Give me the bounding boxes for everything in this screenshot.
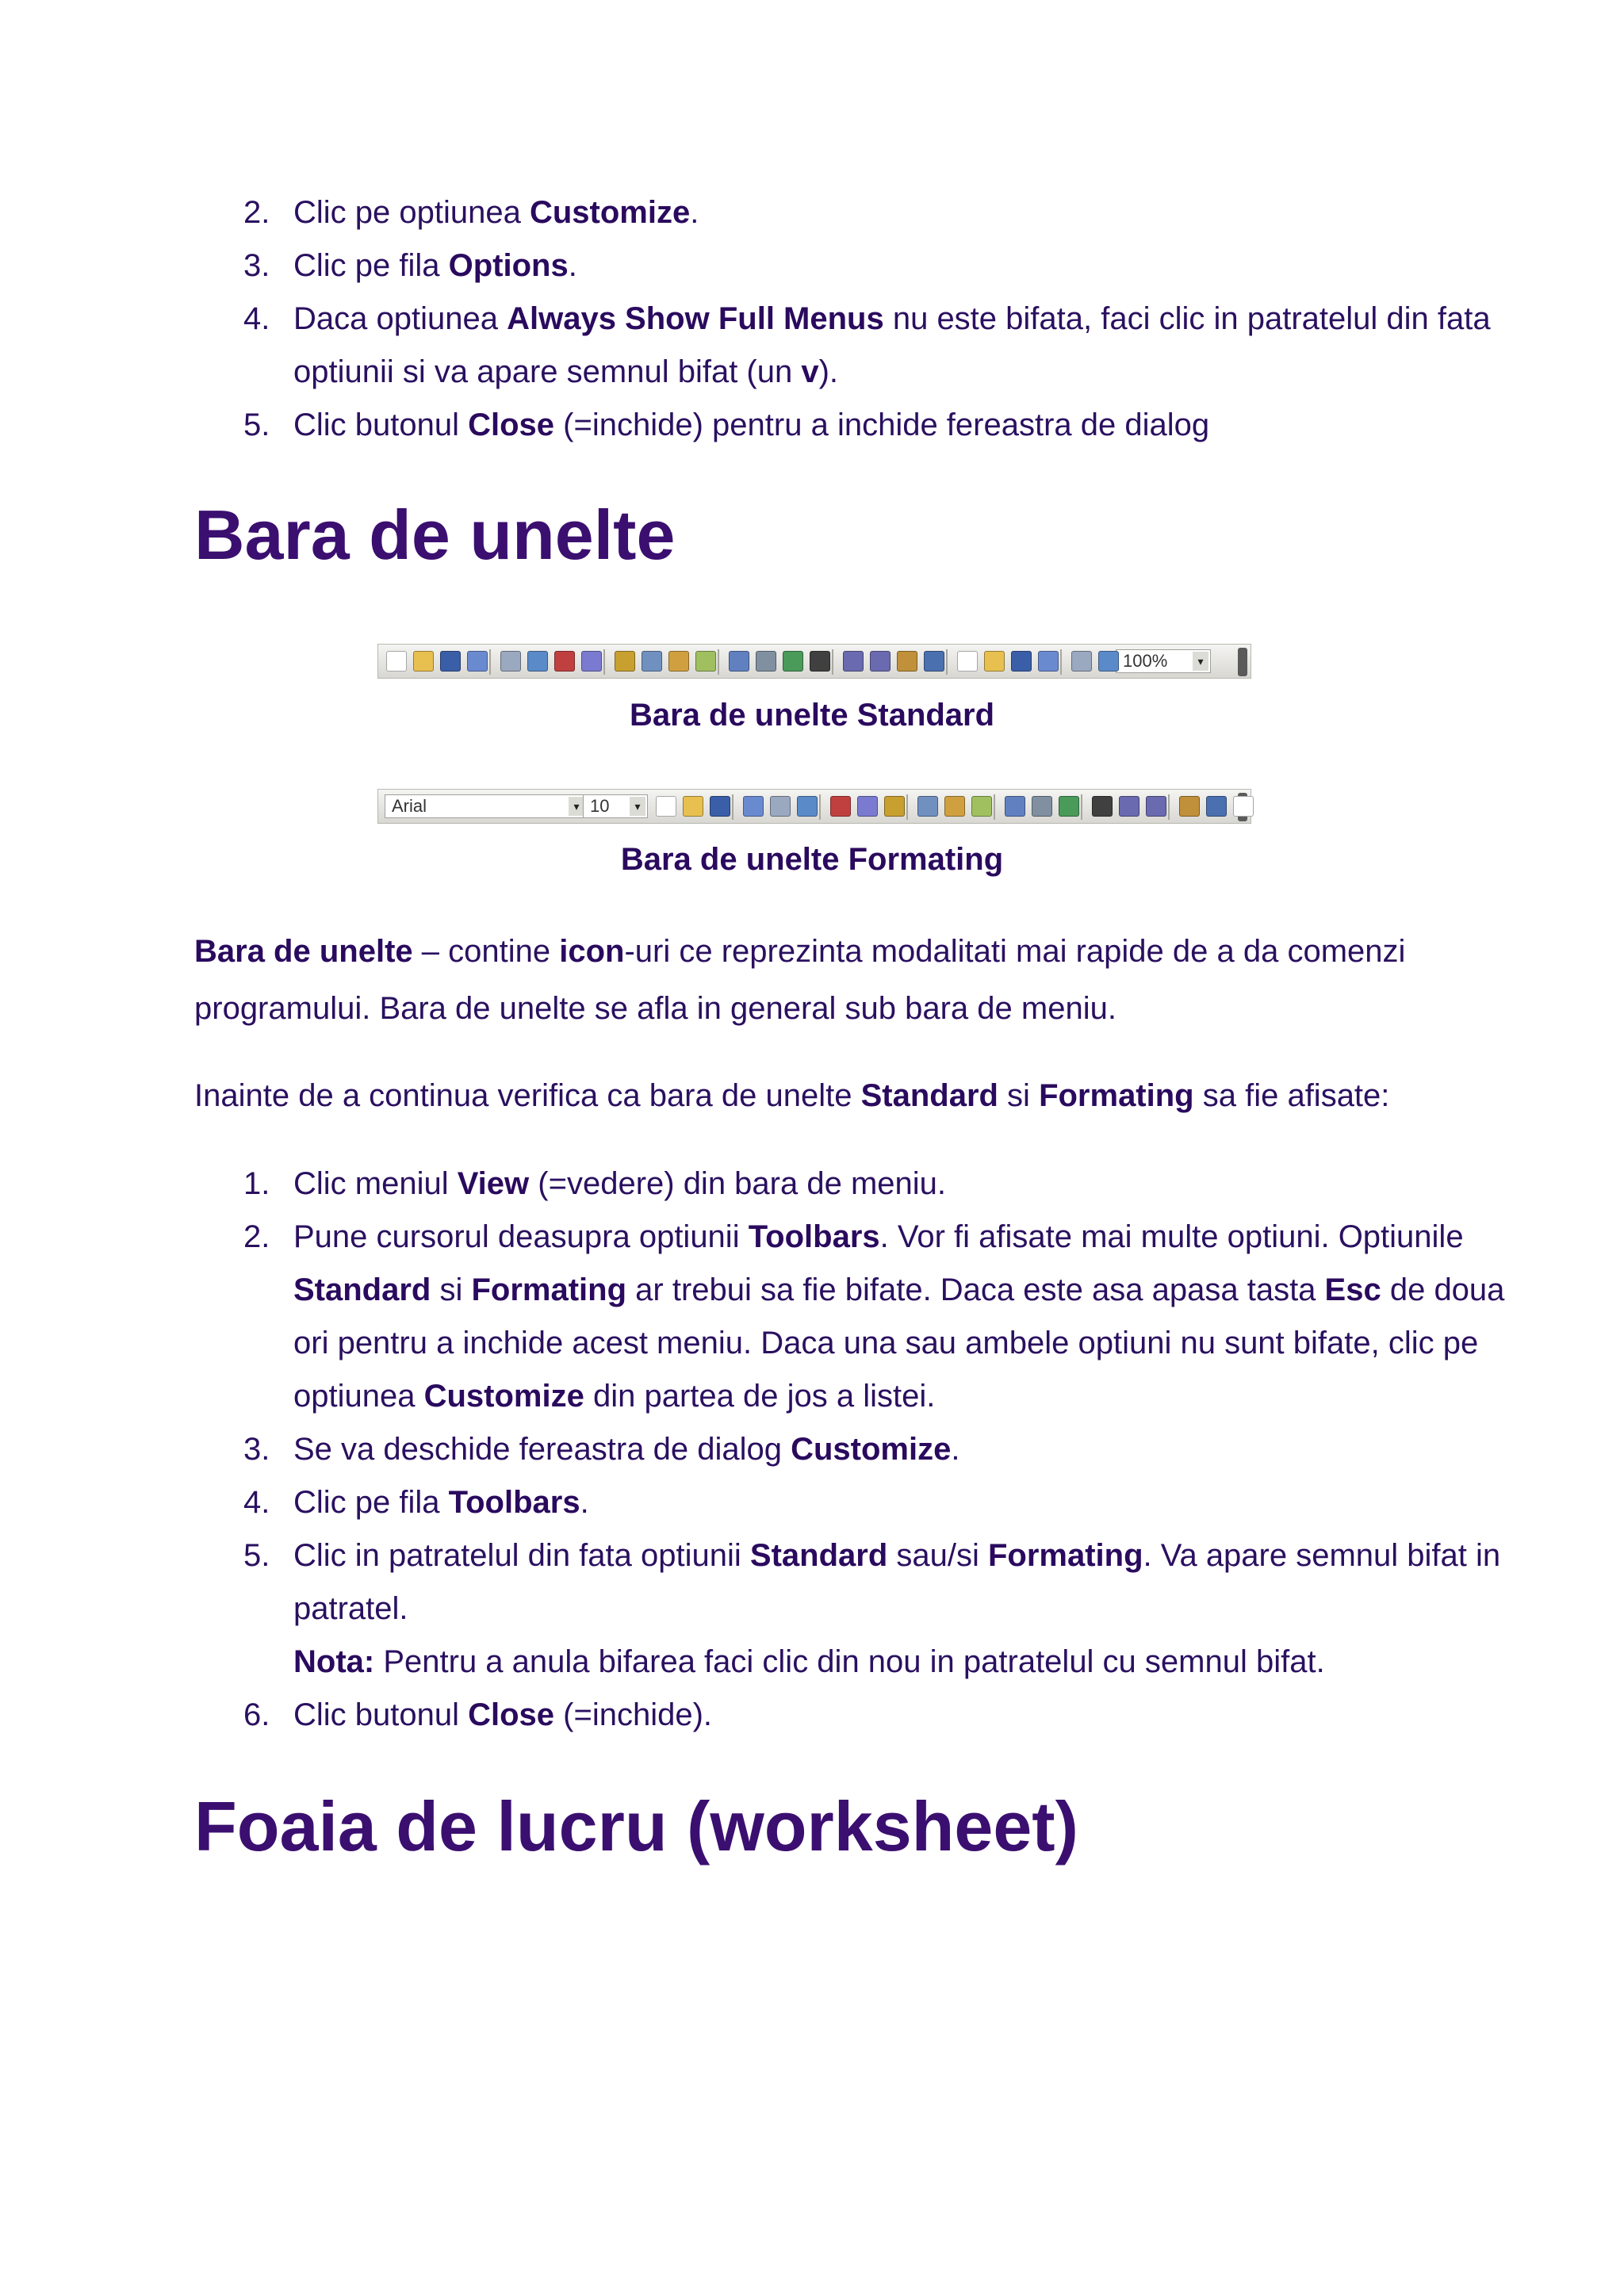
format-button-icon [1206,796,1227,817]
toolbar-button-icon [924,651,944,672]
toolbar-button-icon [1098,651,1119,672]
list-number: 1. [243,1166,270,1201]
text-run: ). [818,354,839,389]
list-number: 3. [243,1432,270,1467]
bold-text: v [801,354,819,389]
toolbar-separator [718,649,719,675]
text-run: si [431,1272,472,1307]
toolbar-separator [732,794,733,820]
list-number: 4. [243,1485,270,1520]
formatting-toolbar-image [377,789,1251,824]
bold-text: Standard [293,1272,431,1307]
list-item-text [293,399,1530,452]
text-run: . [690,195,699,230]
format-button-icon [1005,796,1025,817]
format-button-icon [884,796,905,817]
format-button-icon [797,796,818,817]
toolbar-button-icon [500,651,521,672]
list-item [0,293,1530,399]
format-button-icon [1146,796,1166,817]
bold-text: Nota: [293,1644,375,1679]
note-text [293,1636,1530,1689]
toolbar-separator [832,649,833,675]
caption-standard-toolbar: Bara de unelte Standard [629,698,995,733]
text-run: (=inchide) pentru a inchide fereastra de dialog [554,408,1210,442]
text-run: Clic meniul [293,1166,458,1201]
toolbar-button-icon [729,651,749,672]
toolbar-button-icon [957,651,978,672]
paragraph-verify-toolbars [194,1067,1447,1124]
list-number: 5. [243,1538,270,1573]
bold-text: Standard [860,1078,998,1113]
standard-toolbar-image [377,644,1251,679]
toolbar-button-icon [695,651,716,672]
bold-text: Customize [529,195,691,230]
format-button-icon [683,796,703,817]
toolbar-separator [994,794,995,820]
bold-text: Always Show Full Menus [507,301,884,336]
toolbar-button-icon [783,651,803,672]
text-run: Pune cursorul deasupra optiunii [293,1219,749,1254]
bold-text: Esc [1324,1272,1381,1307]
text-run: si [998,1078,1040,1113]
toolbar-button-icon [413,651,434,672]
steps-list-2 [0,1158,1530,1742]
bold-text: Options [448,248,569,283]
toolbar-button-icon [668,651,689,672]
list-item-text [293,1211,1530,1423]
toolbar-separator [1081,794,1082,820]
toolbar-button-icon [843,651,864,672]
text-run: Clic butonul [293,1697,469,1732]
paragraph-toolbar-description [194,923,1447,1037]
toolbar-button-icon [386,651,407,672]
font-size-combo [583,794,648,818]
format-button-icon [710,796,730,817]
list-number: 4. [243,301,270,336]
bold-text: View [457,1166,530,1201]
text-run: Clic pe fila [293,248,449,283]
toolbar-button-icon [756,651,776,672]
toolbar-button-icon [554,651,575,672]
list-number: 6. [243,1697,270,1732]
bold-text: icon [559,934,625,969]
list-item-text [293,239,1530,293]
text-run: Daca optiunea [293,301,508,336]
text-run: Se va deschide fereastra de dialog [293,1432,791,1467]
toolbar-grip [1238,648,1247,676]
list-item [0,1689,1530,1742]
text-run: . [568,248,577,283]
list-number: 2. [243,195,270,230]
toolbar-button-icon [1038,651,1059,672]
format-button-icon [944,796,965,817]
toolbar-separator [603,649,605,675]
format-button-icon [656,796,676,817]
toolbar-button-icon [642,651,662,672]
format-button-icon [1059,796,1079,817]
bold-text: Formating [987,1538,1143,1573]
bold-text: Bara de unelte [194,934,413,969]
heading-bara-de-unelte: Bara de unelte [194,496,676,574]
text-run: Clic pe fila [293,1485,449,1520]
format-button-icon [917,796,938,817]
toolbar-button-icon [1071,651,1092,672]
bold-text: Formating [1039,1078,1194,1113]
bold-text: Close [468,1697,555,1732]
list-item-text [293,1689,1530,1742]
list-item [0,1211,1530,1423]
text-run: nu este bifata, faci clic in patratelul din fata optiunii si va apare semnul bifat (un [293,301,1491,389]
bold-text: Toolbars [748,1219,880,1254]
format-button-icon [1119,796,1139,817]
list-item [0,399,1530,452]
toolbar-separator [1060,649,1062,675]
toolbar-button-icon [810,651,830,672]
list-item [0,1423,1530,1476]
list-number: 3. [243,248,270,283]
text-run: (=vedere) din bara de meniu. [529,1166,947,1201]
text-run: . Va apare semnul bifat in patratel. [293,1538,1501,1626]
list-item [0,1476,1530,1529]
toolbar-button-icon [984,651,1005,672]
list-item [0,239,1530,293]
text-run: din partea de jos a listei. [584,1379,936,1414]
toolbar-button-icon [615,651,635,672]
text-run: . Vor fi afisate mai multe optiuni. Optiunile [879,1219,1464,1254]
text-run: sau/si [887,1538,988,1573]
list-number: 5. [243,408,270,442]
format-button-icon [1179,796,1200,817]
list-item-text [293,186,1530,239]
text-run: – contine [412,934,560,969]
toolbar-button-icon [870,651,891,672]
toolbar-separator [1168,794,1170,820]
list-item [0,1158,1530,1211]
toolbar-separator [946,649,948,675]
list-number: 2. [243,1219,270,1254]
font-value: Arial [392,796,427,816]
list-item-text [293,1423,1530,1476]
chevron-down-icon: ▾ [630,797,645,816]
format-button-icon [857,796,878,817]
format-button-icon [830,796,851,817]
text-run: sa fie afisate: [1193,1078,1390,1113]
format-button-icon [743,796,764,817]
chevron-down-icon: ▾ [1193,652,1208,671]
toolbar-separator [819,794,821,820]
bold-text: Customize [423,1379,584,1414]
bold-text: Toolbars [448,1485,580,1520]
list-item-text [293,1476,1530,1529]
format-button-icon [971,796,992,817]
text-run: Clic in patratelul din fata optiunii [293,1538,750,1573]
zoom-combo [1116,649,1211,673]
toolbar-button-icon [581,651,602,672]
bold-text: Customize [791,1432,952,1467]
list-item-text [293,1158,1530,1211]
toolbar-separator [489,649,491,675]
text-run: Pentru a anula bifarea faci clic din nou in patratelul cu semnul bifat. [374,1644,1325,1679]
list-item [0,186,1530,239]
format-button-icon [770,796,791,817]
text-run: de doua ori pentru a inchide acest meniu. Daca una sau ambele optiuni nu sunt bifate, clic pe optiunea [293,1272,1505,1414]
text-run: (=inchide). [554,1697,713,1732]
list-item-text [293,1529,1530,1636]
format-button-icon [1233,796,1254,817]
text-run: ar trebui sa fie bifate. Daca este asa apasa tasta [626,1272,1325,1307]
font-size-value: 10 [590,796,610,816]
text-run: Clic butonul [293,408,469,442]
format-button-icon [1092,796,1113,817]
format-button-icon [1032,796,1052,817]
zoom-value: 100% [1123,651,1168,671]
toolbar-button-icon [467,651,488,672]
list-item-text [293,293,1530,399]
chevron-down-icon: ▾ [569,797,584,816]
bold-text: Formating [471,1272,627,1307]
toolbar-button-icon [897,651,917,672]
toolbar-button-icon [1011,651,1032,672]
caption-formatting-toolbar: Bara de unelte Formating [620,842,1004,877]
bold-text: Close [468,408,555,442]
bold-text: Standard [749,1538,888,1573]
list-item [0,1529,1530,1689]
toolbar-button-icon [440,651,461,672]
heading-foaia-de-lucru: Foaia de lucru (worksheet) [194,1787,1078,1866]
text-run: Inainte de a continua verifica ca bara de unelte [194,1078,861,1113]
steps-list-1 [0,186,1530,452]
toolbar-separator [906,794,908,820]
text-run: -uri ce reprezinta modalitati mai rapide de a da comenzi programului. Bara de unelte se afla in general sub bara de meniu. [194,934,1406,1026]
text-run: . [951,1432,960,1467]
text-run: Clic pe optiunea [293,195,530,230]
text-run: . [580,1485,589,1520]
toolbar-button-icon [527,651,548,672]
font-combo [385,794,587,818]
